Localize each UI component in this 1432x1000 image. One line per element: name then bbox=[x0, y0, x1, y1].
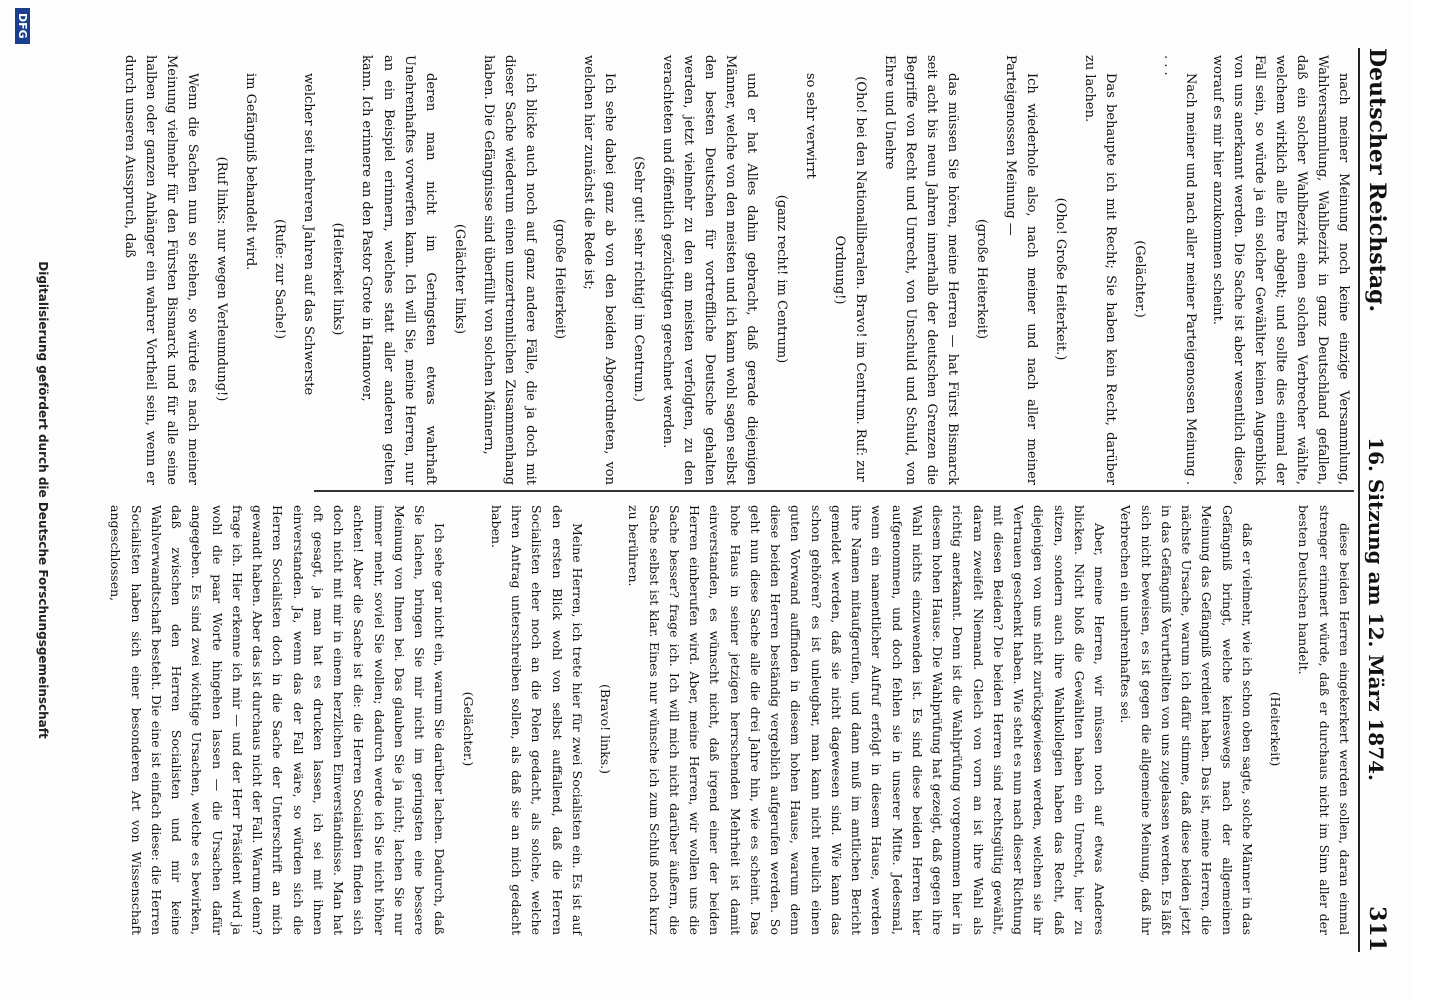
paragraph: Ich sehe dabei ganz ab von den beiden Abgeordneten, von welchen hier zunächst die Rede ist; bbox=[581, 55, 618, 485]
interjection: (Gelächter.) bbox=[460, 691, 476, 767]
paragraph: nach meiner Meinung noch keine einzige Versammlung, Wahlversammlung, Wahlbezirk in ganz Deutschland gefallen, daß ein solcher Wahlbezirk einen solchen Verbrecher wählte, welchem wirklich alle Ehre abgeht; und sollte dies einmal der Fall sein, so würde ja ein solcher Gewählter keinen Augenblick von uns anerkannt werden. Die Sache ist aber wesentlich diese, worauf es mir hier anzukommen scheint. bbox=[1209, 55, 1351, 485]
interjection: (Gelächter.) bbox=[1132, 240, 1148, 318]
paragraph: Wenn die Sachen nun so stehen, so würde es nach meiner Meinung vielmehr für den Fürsten Bismarck und für alle seine halben oder ganzen Anhänger ein wahrer Vortheil sein, wenn er durch unseren Ausspruch, daß bbox=[121, 55, 201, 485]
paragraph: Ich sehe gar nicht ein, warum Sie darüber lachen. Dadurch, daß Sie lachen, bringen Sie mir nicht im geringsten eine bessere Meinung von Ihnen bei. Das glauben Sie ja nicht; lachen Sie nur immer mehr, soviel Sie wollen; dadurch werde ich Sie nicht höher achten! Aber die Sache ist die: die Herren Socialisten finden sich doch nicht mit mir in einem herzlichen Einverständnisse. Man hat oft gesagt, ja man hat es drucken lassen, ich sei mit ihnen einverstanden. Ja, wenn das der Fall wäre, so würden sich die Herren Socialisten doch in die Sache der Unterschrift an mich gewandt haben. Aber das ist durchaus nicht der Fall. Warum denn? frage ich. Hier erkenne ich mir — und der Herr Präsident wird ja wohl die paar Worte hingehen lassen — die Ursachen dafür angegeben. Es sind zwei wichtige Ursachen, welche es bewirken, daß zwischen den Herren Socialisten und mir keine Wahlverwandtschaft besteht. Die eine ist einfach diese: die Herren Socialisten haben sich einer besonderen Art von Wissenschaft angeschlossen, bbox=[108, 505, 448, 935]
paragraph: und er hat Alles dahin gebracht, daß gerade diejenigen Männer, welche von den meisten und ich kann wohl sagen selbst den besten Deutschen für vortreffliche Deutsche gehalten werden, jetzt vielmehr zu den am meisten verfolgten, zu den verachteten und öffentlich gezüchtigten gerechnet werden. bbox=[660, 55, 760, 485]
header-title: Deutscher Reichstag. bbox=[1364, 48, 1390, 313]
interjection: (Heiterkeit) bbox=[1268, 691, 1284, 767]
page-header bbox=[1358, 48, 1402, 952]
interjection: (Rufe: zur Sache!) bbox=[272, 218, 288, 340]
header-session: 16. Sitzung am 12. März 1874. bbox=[1364, 437, 1388, 782]
paragraph: Nach meiner und nach aller meiner Parteigenossen Meinung . . . . bbox=[1161, 55, 1198, 485]
interjection: (große Heiterkeit) bbox=[974, 218, 990, 340]
interjection: (Gelächter links) bbox=[451, 223, 467, 335]
interjection: (Bravo! links.) bbox=[598, 684, 614, 774]
paragraph: Das behaupte ich mit Recht; Sie haben kein Recht, darüber zu lachen. bbox=[1082, 55, 1119, 485]
paragraph: Ich wiederhole also, nach meiner und nach aller meiner Parteigenossen Meinung — bbox=[1003, 55, 1040, 485]
interjection: (Sehr gut! sehr richtig! im Centrum.) bbox=[631, 156, 647, 402]
interjection: (ganz recht! im Centrum) bbox=[773, 194, 789, 364]
paragraph: Meine Herren, ich trete hier für zwei Socialisten ein. Es ist auf den ersten Blick wohl von selbst auffallend, daß die Herren Socialisten eher noch an die Polen gedacht, als solche, welche ihren Antrag unterschreiben sollen, als daß sie an mich gedacht haben. bbox=[489, 505, 585, 935]
interjection: (Oho! bei den Nationalliberalen. Bravo! im Centrum. Ruf: zur Ordnung!) bbox=[831, 76, 868, 482]
paragraph: welcher seit mehreren Jahren auf das Schwerste bbox=[301, 73, 317, 396]
paragraph: so sehr verwirrt bbox=[802, 73, 818, 179]
interjection: (Oho! Große Heiterkeit.) bbox=[1053, 197, 1069, 361]
interjection: (große Heiterkeit) bbox=[552, 218, 567, 340]
paragraph: das müssen Sie hören, meine Herren — hat Fürst Bismarck seit acht bis neun Jahren innerhalb der deutschen Grenzen die Begriffe von Recht und Unrecht, von Unschuld und Schuld, von Ehre und Unehre bbox=[881, 55, 960, 485]
page-number: 311 bbox=[1364, 906, 1390, 952]
right-column bbox=[99, 505, 1354, 935]
paragraph: deren man nicht im Geringsten etwas wahrhaft Unehrenhaftes vorwerfen kann. Ich will Sie, meine Herren, nur an ein Beispiel erinnern, welches statt aller anderen gelten kann. Ich erinnere an den Pastor Grote in Hannover, bbox=[359, 55, 438, 485]
interjection: (Heiterkeit links) bbox=[330, 222, 346, 336]
paragraph: diese beiden Herren eingekerkert werden sollen, daran einmal strenger erinnert würde, daß er durchaus nicht im Sinn aller der besten Deutschen handelt. bbox=[1296, 505, 1352, 935]
column-divider bbox=[314, 490, 1354, 492]
paragraph: Aber, meine Herren, wir müssen noch auf etwas Anderes blicken. Nicht bloß die Gewählten haben ein Unrecht, hier zu sitzen, sondern auch ihre Wahlkollegien haben das Recht, daß diejenigen von uns nicht zurückgewiesen werden, welchen sie ihr Vertrauen geschenkt haben. Wie steht es nun nach dieser Richtung mit diesen Beiden? Die beiden Herren sind rechtsgültig gewählt, daran zweifelt Niemand. Gleich von vorn an ist ihre Wahl als richtig anerkannt. Denn ist die Wahlprüfung vorgenommen hier in diesem hohen Hause. Die Wahlprüfung hat gezeigt, daß gegen ihre Wahl nichts einzuwenden ist. Es sind diese beiden Herren hier aufgenommen, und doch fehlen sie in unserer Mitte. Jedesmal, wenn ein namentlicher Aufruf erfolgt in diesem Hause, werden ihre Namen mitaufgerufen, und dann muß im amtlichen Bericht gemeldet werden, daß sie nicht dagewesen sind. Wie kann das schon gehören? es ist unleugbar, man kann nicht neulich einen guten Vorwand auffinden in diesem hohen Hause, warum denn diese beiden Herren beständig vergeblich aufgerufen werden. So geht nun diese Sache alle die drei Jahre hin, wie es scheint. Das hohe Haus in seiner jetzigen herrschenden Mehrheit ist damit einverstanden, es wünscht nicht, daß irgend einer der beiden Herren einberufen wird. Aber, meine Herren, wir wollen uns die Sache besser? frage ich. Ich will mich nicht darüber äußern, die Sache selbst ist klar. Eines nur wünsche ich zum Schluß noch kurz zu berühren. bbox=[626, 505, 1108, 935]
left-column bbox=[113, 55, 1354, 485]
paragraph: daß er vielmehr, wie ich schon oben sagte, solche Männer in das Gefängniß bringt, welche keineswegs nach der allgemeinen Meinung das Gefängniß verdient haben. Das ist, meine Herren, die nächste Ursache, warum ich dafür stimme, daß diese beiden jetzt in das Gefängniß Verurtheilten von uns zugelassen werden. Es läßt sich nicht beweisen, es ist gegen die allgemeine Meinung, daß ihr Verbrechen ein unehrenhaftes sei. bbox=[1118, 505, 1255, 935]
dfg-logo: DFG bbox=[15, 8, 30, 44]
interjection: (Ruf links: nur wegen Verleumdung!) bbox=[214, 156, 230, 402]
digitization-credit: Digitalisierung gefördert durch die Deutsche Forschungsgemeinschaft bbox=[36, 261, 50, 739]
paragraph: ich blicke auch noch auf ganz andere Fälle, die ja doch mit dieser Sache wiederum einen unzertrennlichen Zusammenhang haben. Die Gefängnisse sind überfüllt von solchen Männern, bbox=[480, 55, 538, 485]
paragraph: im Gefängniß behandelt wird. bbox=[243, 73, 259, 271]
